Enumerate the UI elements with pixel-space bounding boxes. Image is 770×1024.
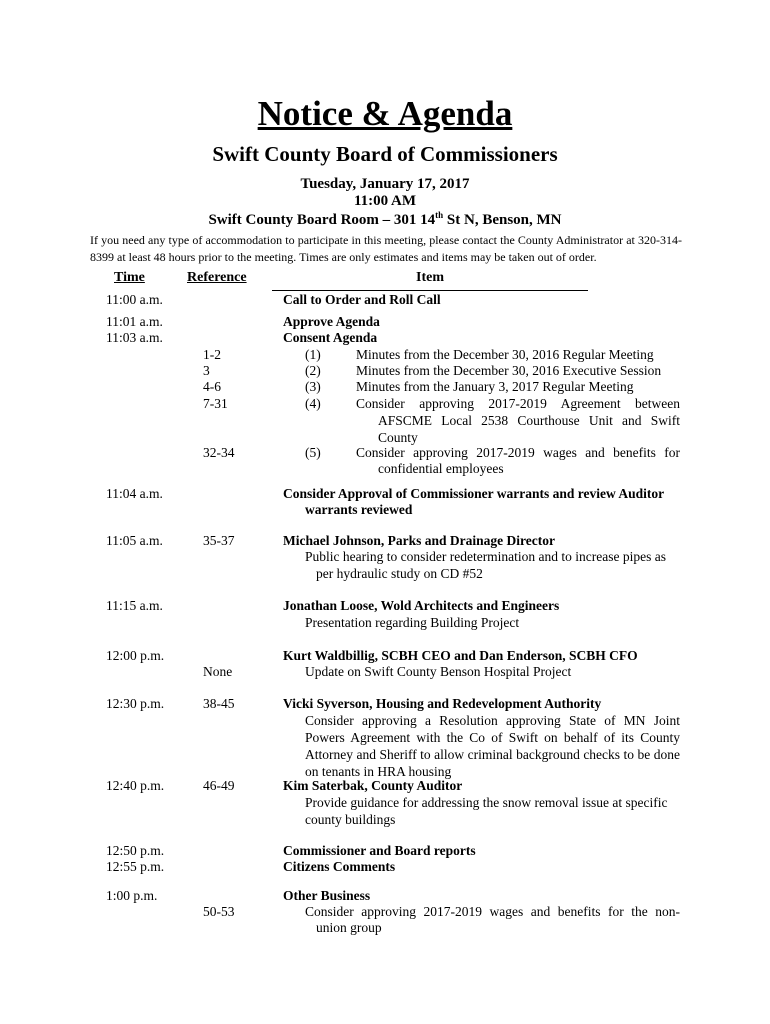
meeting-date: Tuesday, January 17, 2017 bbox=[300, 176, 470, 192]
agenda-item-description-continued: union group bbox=[316, 920, 382, 935]
consent-number: (1) bbox=[305, 347, 321, 362]
agenda-item-title: Michael Johnson, Parks and Drainage Director bbox=[283, 533, 555, 548]
agenda-item-description: Presentation regarding Building Project bbox=[305, 615, 520, 630]
meeting-location bbox=[0, 210, 770, 229]
agenda-item-title: Vicki Syverson, Housing and Redevelopment Authority bbox=[283, 696, 602, 711]
consent-ref: 3 bbox=[203, 363, 210, 378]
item-header-underline bbox=[272, 290, 588, 291]
agenda-ref: None bbox=[203, 664, 233, 679]
consent-ref: 4-6 bbox=[203, 379, 221, 394]
location-sup: th bbox=[435, 210, 444, 220]
agenda-ref: 50-53 bbox=[203, 904, 235, 919]
agenda-item-description: Update on Swift County Benson Hospital Project bbox=[305, 664, 572, 679]
location-suffix: St N, Benson, MN bbox=[443, 212, 562, 228]
agenda-time: 12:30 p.m. bbox=[106, 696, 165, 711]
board-name: Swift County Board of Commissioners bbox=[212, 142, 558, 166]
agenda-item-title: Commissioner and Board reports bbox=[283, 843, 476, 858]
consent-number: (2) bbox=[305, 363, 321, 378]
agenda-ref: 38-45 bbox=[203, 696, 235, 711]
agenda-item-description: Consider approving a Resolution approving State of MN Joint Powers Agreement with the Co of Swift on behalf of its County Attorney and Sheriff to allow criminal background checks to be done on tenants in HRA housing bbox=[305, 713, 680, 779]
agenda-item-description-continued: per hydraulic study on CD #52 bbox=[316, 566, 483, 581]
agenda-time: 12:00 p.m. bbox=[106, 648, 165, 663]
accommodation-notice: If you need any type of accommodation to participate in this meeting, please contact the County Administrator at 320-314-8399 at least 48 hours prior to the meeting. Times are only estimates and items may be taken out of order. bbox=[90, 233, 682, 264]
agenda-time: 11:01 a.m. bbox=[106, 314, 163, 329]
column-header-item: Item bbox=[416, 270, 444, 285]
agenda-item-title: Citizens Comments bbox=[283, 859, 396, 874]
consent-ref: 1-2 bbox=[203, 347, 221, 362]
agenda-item-title: Approve Agenda bbox=[283, 314, 380, 329]
column-header-time: Time bbox=[114, 270, 145, 285]
consent-ref: 7-31 bbox=[203, 396, 228, 411]
consent-number: (3) bbox=[305, 379, 321, 394]
agenda-time: 11:05 a.m. bbox=[106, 533, 163, 548]
consent-text: Minutes from the December 30, 2016 Executive Session bbox=[356, 363, 662, 378]
agenda-item-title: Other Business bbox=[283, 888, 371, 903]
agenda-time: 11:00 a.m. bbox=[106, 292, 163, 307]
agenda-time: 12:40 p.m. bbox=[106, 778, 165, 793]
agenda-time: 11:03 a.m. bbox=[106, 330, 163, 345]
agenda-time: 1:00 p.m. bbox=[106, 888, 158, 903]
agenda-ref: 35-37 bbox=[203, 533, 235, 548]
consent-number: (5) bbox=[305, 445, 321, 460]
agenda-item-title-continued: warrants reviewed bbox=[305, 502, 413, 517]
agenda-time: 11:04 a.m. bbox=[106, 486, 163, 501]
agenda-item-description: Consider approving 2017-2019 wages and benefits for the non- bbox=[305, 904, 680, 919]
location-prefix: Swift County Board Room – 301 14 bbox=[208, 212, 436, 228]
agenda-item-title: Consider Approval of Commissioner warrants and review Auditor bbox=[283, 486, 665, 501]
consent-text-continued: confidential employees bbox=[378, 461, 504, 476]
page-title: Notice & Agenda bbox=[257, 94, 513, 133]
agenda-item-title: Kurt Waldbillig, SCBH CEO and Dan Enderson, SCBH CFO bbox=[283, 648, 638, 663]
agenda-item-title: Consent Agenda bbox=[283, 330, 378, 345]
agenda-ref: 46-49 bbox=[203, 778, 235, 793]
agenda-item-title: Kim Saterbak, County Auditor bbox=[283, 778, 463, 793]
agenda-item-title: Call to Order and Roll Call bbox=[283, 292, 441, 307]
agenda-time: 11:15 a.m. bbox=[106, 598, 163, 613]
agenda-time: 12:50 p.m. bbox=[106, 843, 165, 858]
consent-text-continued: AFSCME Local 2538 Courthouse Unit and Swift County bbox=[378, 413, 680, 445]
meeting-time: 11:00 AM bbox=[353, 193, 417, 209]
agenda-item-title: Jonathan Loose, Wold Architects and Engineers bbox=[283, 598, 560, 613]
agenda-item-description: Public hearing to consider redetermination and to increase pipes as bbox=[305, 549, 667, 564]
consent-text: Consider approving 2017-2019 Agreement between bbox=[356, 396, 680, 411]
agenda-item-description: Provide guidance for addressing the snow removal issue at specific county buildings bbox=[305, 795, 668, 827]
consent-number: (4) bbox=[305, 396, 321, 411]
consent-text: Minutes from the January 3, 2017 Regular Meeting bbox=[356, 379, 634, 394]
consent-text: Minutes from the December 30, 2016 Regular Meeting bbox=[356, 347, 654, 362]
consent-ref: 32-34 bbox=[203, 445, 235, 460]
agenda-time: 12:55 p.m. bbox=[106, 859, 165, 874]
consent-text: Consider approving 2017-2019 wages and benefits for bbox=[356, 445, 680, 460]
column-header-reference: Reference bbox=[187, 270, 247, 285]
